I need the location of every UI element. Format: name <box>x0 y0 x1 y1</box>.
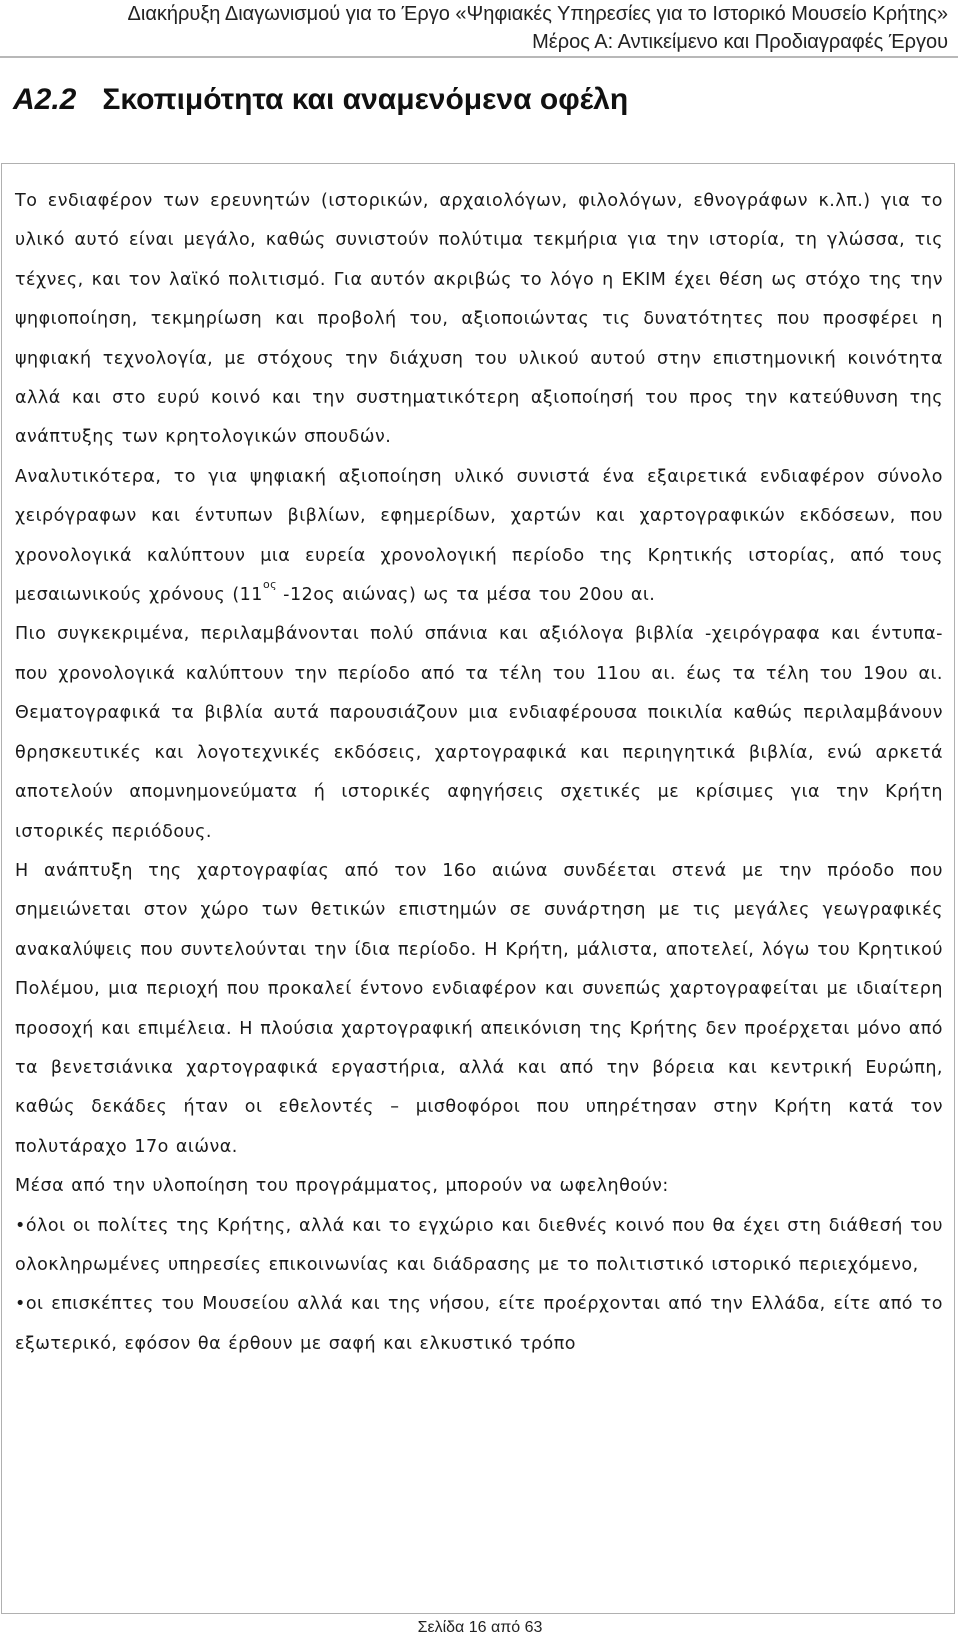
header-divider <box>0 56 958 58</box>
section-title-text: Σκοπιμότητα και αναμενόμενα οφέλη <box>102 83 629 116</box>
bullet-item: • οι επισκέπτες του Μουσείου αλλά και της νήσου, είτε προέρχονται από την Ελλάδα, είτε από το εξωτερικό, εφόσον θα έρθουν με σαφή και ελκυστικό τρόπο <box>15 1285 943 1364</box>
header-subtitle-line: Μέρος Α: Αντικείμενο και Προδιαγραφές Έργου <box>532 31 948 53</box>
paragraph: Το ενδιαφέρον των ερευνητών (ιστορικών, αρχαιολόγων, φιλολόγων, εθνογράφων κ.λπ.) για το υλικό αυτό είναι μεγάλο, καθώς συνιστούν πολύτιμα τεκμήρια για την ιστορία, τη γλώσσα, τις τέχνες, και τον λαϊκό πολιτισμό. Για αυτόν ακριβώς το λόγο η ΕΚΙΜ έχει θέση ως στόχο της την ψηφιοποίηση, τεκμηρίωση και προβολή του, αξιοποιώντας τις δυνατότητες που προσφέρει η ψηφιακή τεχνολογία, με στόχους την διάχυση του υλικού αυτού στην επιστημονική κοινότητα αλλά και στο ευρύ κοινό και την συστηματικότερη αξιοποίησή του προς την κατεύθυνση της ανάπτυξης των κρητολογικών σπουδών. <box>15 191 943 448</box>
document-header <box>128 0 948 56</box>
bullet-item: • όλοι οι πολίτες της Κρήτης, αλλά και το εγχώριο και διεθνές κοινό που θα έχει στη διάθεσή του ολοκληρωμένες υπηρεσίες επικοινωνίας και διάδρασης με το πολιτιστικό ιστορικό περιεχόμενο, <box>15 1207 943 1286</box>
section-number: Α2.2 <box>13 83 77 116</box>
header-title-line: Διακήρυξη Διαγωνισμού για το Έργο «Ψηφιακές Υπηρεσίες για το Ιστορικό Μουσείο Κρήτης» <box>127 3 948 25</box>
page-number: Σελίδα 16 από 63 <box>417 1619 543 1636</box>
paragraph: Μέσα από την υλοποίηση του προγράμματος, μπορούν να ωφεληθούν: <box>15 1176 669 1197</box>
paragraph-text: -12ος αιώνας) ως τα μέσα του 20ου αι. <box>283 585 656 606</box>
paragraph: Η ανάπτυξη της χαρτογραφίας από τον 16ο αιώνα συνδέεται στενά με την πρόοδο που σημειώνεται στον χώρο των θετικών επιστημών σε συνάρτηση με τις μεγάλες γεωγραφικές ανακαλύψεις που συντελούνται την ίδια περίοδο. Η Κρήτη, μάλιστα, αποτελεί, λόγω του Κρητικού Πολέμου, μια περιοχή που προκαλεί έντονο ενδιαφέρον και συνεπώς χαρτογραφείται με ιδιαίτερη προσοχή και επιμέλεια. Η πλούσια χαρτογραφική απεικόνιση της Κρήτης δεν προέρχεται μόνο από τα βενετσιάνικα χαρτογραφικά εργαστήρια, αλλά και από την βόρεια και κεντρική Ευρώπη, καθώς δεκάδες ήταν οι εθελοντές – μισθοφόροι που υπηρέτησαν στην Κρήτη κατά τον πολυτάραχο 17ο αιώνα. <box>15 860 943 1157</box>
superscript: ος <box>262 578 278 592</box>
paragraph: Πιο συγκεκριμένα, περιλαμβάνονται πολύ σπάνια και αξιόλογα βιβλία -χειρόγραφα και έντυπα- που χρονολογικά καλύπτουν την περίοδο από τα τέλη του 11ου αι. έως τα τέλη του 19ου αι. Θεματογραφικά τα βιβλία αυτά παρουσιάζουν μια ενδιαφέρουσα ποικιλία καθώς περιλαμβάνουν θρησκευτικές και λογοτεχνικές εκδόσεις, χαρτογραφικά και περιηγητικά βιβλία, ενώ αρκετά αποτελούν απομνημονεύματα ή ιστορικές αφηγήσεις σχετικές με κρίσιμες για την Κρήτη ιστορικές περιόδους. <box>15 624 943 842</box>
document-body <box>15 182 943 1364</box>
paragraph <box>15 458 943 616</box>
paragraph-text: Αναλυτικότερα, το για ψηφιακή αξιοποίηση υλικό συνιστά ένα εξαιρετικά ενδιαφέρον σύνολο χειρόγραφων και έντυπων βιβλίων, εφημερίδων, χαρτών και χαρτογραφικών εκδόσεων, που χρονολογικά καλύπτουν μια ευρεία χρονολογική περίοδο της Κρητικής ιστορίας, από τους μεσαιωνικούς χρόνους (11 <box>15 466 943 606</box>
section-heading <box>13 82 628 118</box>
